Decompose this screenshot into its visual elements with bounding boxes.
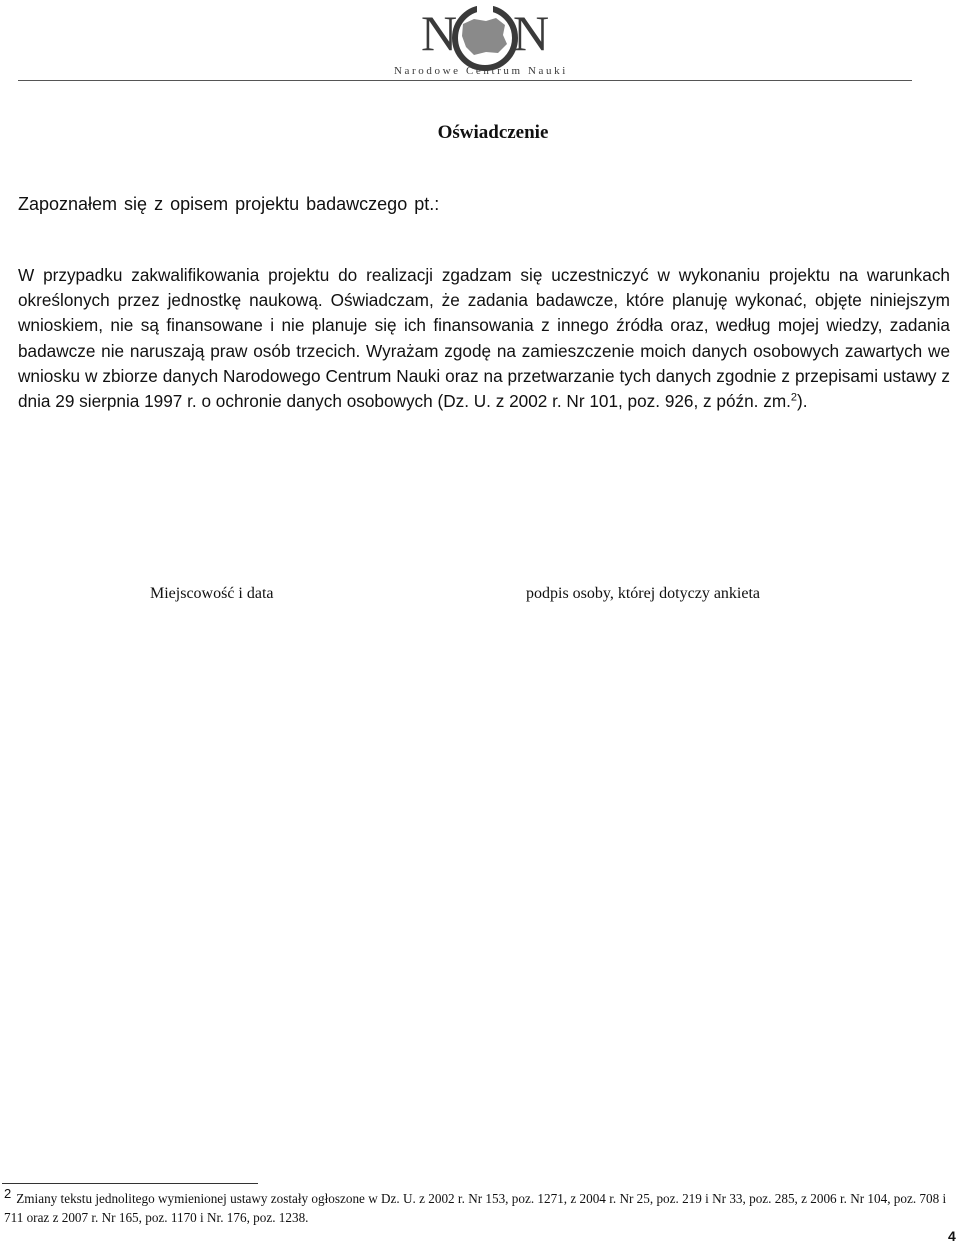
footnote-text: Zmiany tekstu jednolitego wymienionej ustawy zostały ogłoszone w Dz. U. z 2002 r. Nr 153, poz. 1271, z 2004 r. Nr 25, poz. 219 i Nr 33, poz. 285, z 2006 r. Nr 104, poz. 708 i 711 oraz z 2007 r. Nr 165, poz. 1170 i Nr. 176, poz. 1238. [4, 1191, 947, 1225]
footnote [4, 1186, 956, 1227]
logo-letter-left: N [421, 5, 458, 61]
poland-map-icon [462, 18, 507, 55]
signature-label: podpis osoby, której dotyczy ankieta [526, 585, 761, 602]
intro-line: Zapoznałem się z opisem projektu badawczego pt.: [18, 194, 440, 214]
declaration-end: ). [797, 391, 808, 412]
page-number: 4 [948, 1228, 956, 1244]
ncn-logo-graphic [0, 0, 960, 82]
place-date-label: Miejscowość i data [150, 585, 274, 602]
footnote-reference: 2 [790, 391, 798, 404]
header-divider [18, 80, 912, 81]
ncn-logo [0, 0, 960, 82]
footnote-marker: 2 [4, 1186, 12, 1201]
logo-tagline: Narodowe Centrum Nauki [394, 65, 568, 77]
declaration-paragraph [18, 263, 950, 414]
logo-ring-gap [477, 2, 493, 16]
logo-letter-right: N [513, 5, 550, 61]
footnote-divider [2, 1183, 258, 1184]
document-title: Oświadczenie [437, 122, 549, 143]
declaration-text: W przypadku zakwalifikowania projektu do realizacji zgadzam się uczestniczyć w wykonaniu projektu na warunkach określonych przez jednostkę naukową. Oświadczam, że zadania badawcze, które planuję wykonać, objęte niniejszym wnioskiem, nie są finansowane i nie planuje się ich finansowania z innego źródła oraz, według mojej wiedzy, zadania badawcze nie naruszają praw osób trzecich. Wyrażam zgodę na zamieszczenie moich danych osobowych zawartych we wniosku w zbiorze danych Narodowego Centrum Nauki oraz na przetwarzanie tych danych zgodnie z przepisami ustawy z dnia 29 sierpnia 1997 r. o ochronie danych osobowych (Dz. U. z 2002 r. Nr 101, poz. 926, z późn. zm. [18, 265, 950, 412]
